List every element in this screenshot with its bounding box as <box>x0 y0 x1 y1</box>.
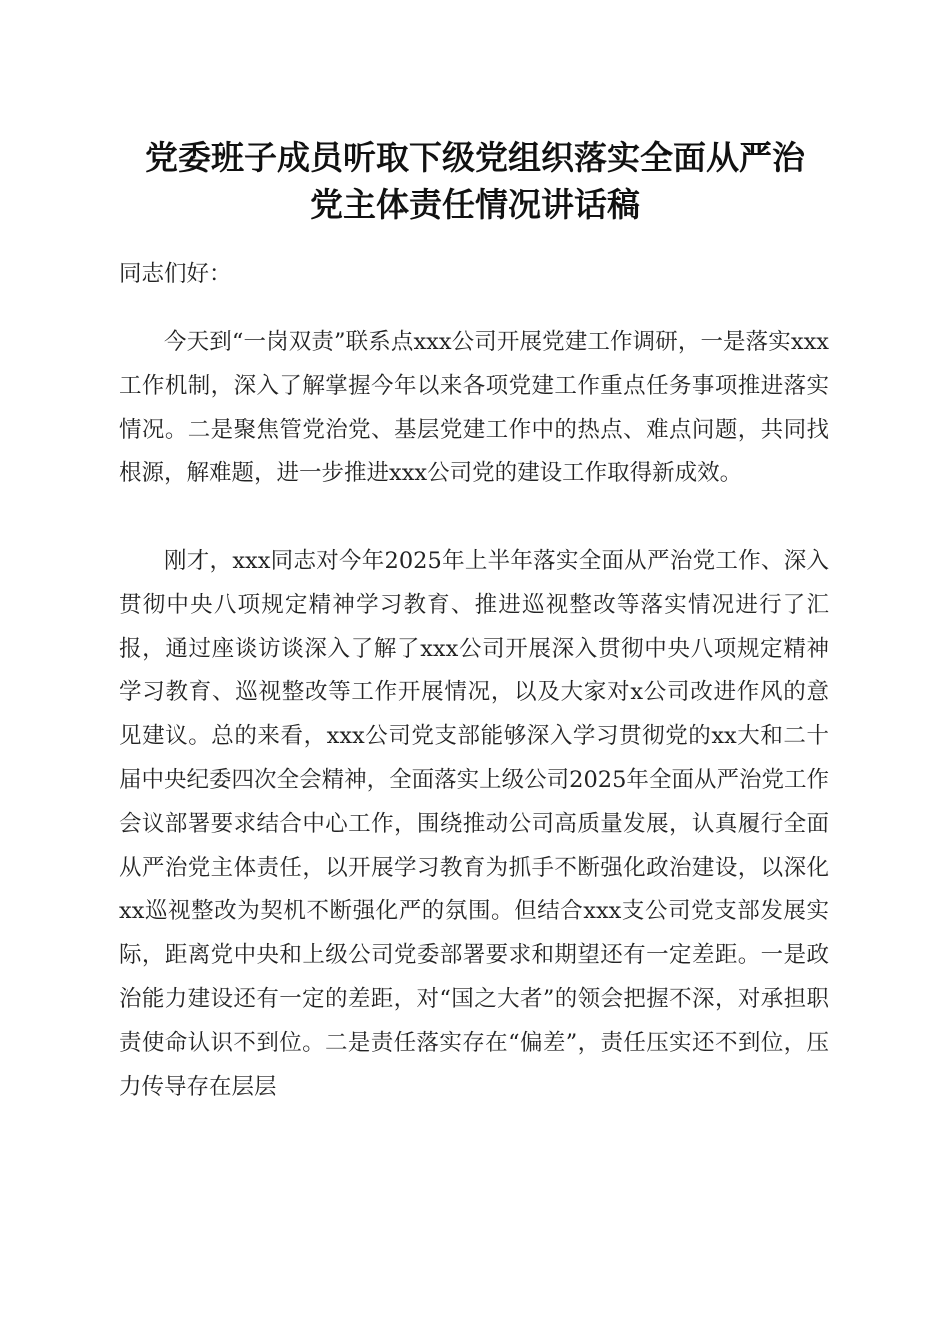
paragraph-2: 刚才，xxx同志对今年2025年上半年落实全面从严治党工作、深入贯彻中央八项规定精神学习教育、推进巡视整改等落实情况进行了汇报，通过座谈访谈深入了解了xxx公司开展深入贯彻中央八项规定精神学习教育、巡视整改等工作开展情况，以及大家对x公司改进作风的意见建议。总的来看，xxx公司党支部能够深入学习贯彻党的xx大和二十届中央纪委四次全会精神，全面落实上级公司2025年全面从严治党工作会议部署要求结合中心工作，围绕推动公司高质量发展，认真履行全面从严治党主体责任，以开展学习教育为抓手不断强化政治建设，以深化xx巡视整改为契机不断强化严的氛围。但结合xxx支公司党支部发展实际，距离党中央和上级公司党委部署要求和期望还有一定差距。一是政治能力建设还有一定的差距，对“国之大者”的领会把握不深，对承担职责使命认识不到位。二是责任落实存在“偏差”，责任压实还不到位，压力传导存在层层 <box>119 548 829 1100</box>
paragraph-1: 今天到“一岗双责”联系点xxx公司开展党建工作调研，一是落实xxx工作机制，深入了解掌握今年以来各项党建工作重点任务事项推进落实情况。二是聚焦管党治党、基层党建工作中的热点、难点问题，共同找根源，解难题，进一步推进xxx公司党的建设工作取得新成效。 <box>119 329 829 487</box>
document-title-line-2: 党主体责任情况讲话稿 <box>310 185 640 224</box>
greeting: 同志们好： <box>119 261 232 287</box>
document-title-line-1: 党委班子成员听取下级党组织落实全面从严治 <box>145 138 805 177</box>
